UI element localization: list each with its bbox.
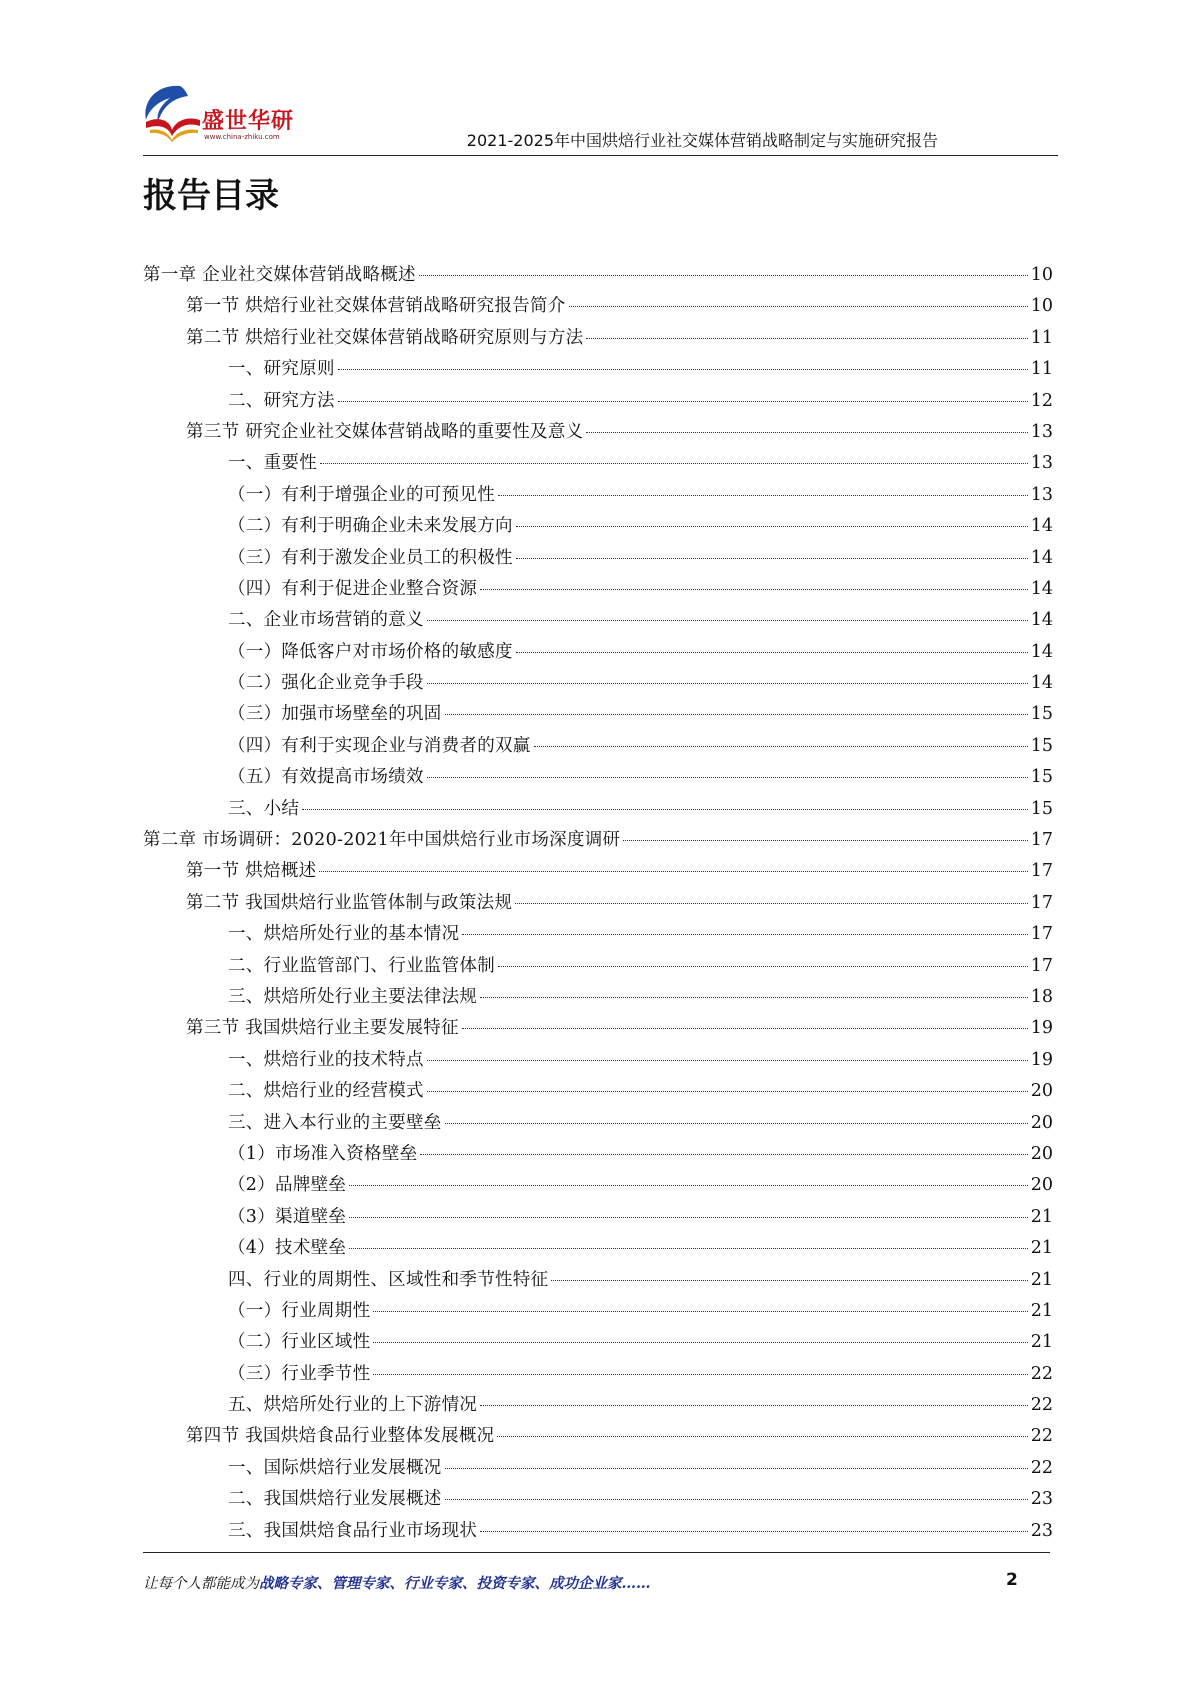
toc-entry-page: 13: [1030, 453, 1053, 474]
toc-dot-leader: [586, 338, 1027, 339]
toc-entry-page: 14: [1030, 578, 1053, 599]
toc-entry-page: 14: [1030, 673, 1053, 694]
toc-dot-leader: [427, 1060, 1028, 1061]
toc-entry[interactable]: [143, 355, 1053, 386]
toc-entry-page: 10: [1030, 265, 1053, 285]
toc-dot-leader: [516, 558, 1028, 559]
footer-divider: [143, 1552, 1050, 1553]
company-logo: [140, 82, 310, 148]
toc-entry-title: 第二节 烘焙行业社交媒体营销战略研究原则与方法: [186, 327, 584, 348]
toc-entry-title: 一、研究原则: [228, 359, 335, 380]
toc-entry-title: 第一节 烘焙概述: [186, 861, 317, 882]
toc-entry[interactable]: [143, 1171, 1053, 1202]
toc-entry-page: 21: [1030, 1206, 1053, 1227]
toc-entry-title: （1）市场准入资格壁垒: [228, 1143, 418, 1164]
toc-entry-page: 15: [1030, 767, 1053, 788]
slogan-prefix: 让每个人都能成为: [143, 1576, 259, 1592]
toc-entry[interactable]: [143, 889, 1053, 920]
toc-entry-page: 15: [1030, 704, 1053, 725]
report-title: 2021-2025年中国烘焙行业社交媒体营销战略制定与实施研究报告: [466, 131, 938, 150]
toc-entry-title: （一）行业周期性: [228, 1300, 371, 1321]
toc-dot-leader: [427, 620, 1028, 621]
toc-entry[interactable]: [143, 795, 1053, 826]
toc-entry[interactable]: [143, 1046, 1053, 1077]
toc-dot-leader: [445, 1123, 1028, 1124]
toc-entry[interactable]: [143, 1140, 1053, 1171]
toc-dot-leader: [373, 1311, 1027, 1312]
toc-entry-title: 第三节 研究企业社交媒体营销战略的重要性及意义: [186, 421, 584, 442]
toc-entry-title: （3）渠道壁垒: [228, 1206, 347, 1227]
toc-dot-leader: [349, 1217, 1027, 1218]
toc-entry-title: （4）技术壁垒: [228, 1238, 347, 1259]
toc-entry-title: 二、烘焙行业的经营模式: [228, 1081, 424, 1102]
toc-dot-leader: [480, 1405, 1028, 1406]
toc-dot-leader: [445, 714, 1028, 715]
toc-dot-leader: [516, 652, 1028, 653]
toc-entry-page: 14: [1030, 641, 1053, 662]
toc-entry-page: 14: [1030, 547, 1053, 568]
toc-entry-title: 三、我国烘焙食品行业市场现状: [228, 1520, 478, 1541]
toc-entry-page: 17: [1030, 830, 1053, 851]
toc-dot-leader: [373, 1342, 1027, 1343]
toc-dot-leader: [445, 1499, 1028, 1500]
toc-entry-title: 三、进入本行业的主要壁垒: [228, 1112, 442, 1133]
toc-entry[interactable]: [143, 324, 1053, 355]
toc-entry-page: 21: [1030, 1300, 1053, 1321]
toc-entry[interactable]: [143, 1077, 1053, 1108]
toc-entry-title: 二、研究方法: [228, 390, 335, 411]
toc-entry-title: 二、行业监管部门、行业监管体制: [228, 955, 495, 976]
toc-entry-page: 17: [1030, 892, 1053, 913]
toc-entry-page: 18: [1030, 986, 1053, 1007]
toc-entry[interactable]: [143, 387, 1053, 418]
toc-entry[interactable]: [143, 983, 1053, 1014]
toc-dot-leader: [569, 306, 1028, 307]
toc-entry-title: 一、烘焙所处行业的基本情况: [228, 924, 460, 945]
toc-entry[interactable]: [143, 1203, 1053, 1234]
toc-entry-page: 17: [1030, 924, 1053, 945]
toc-entry[interactable]: [143, 1391, 1053, 1422]
toc-entry[interactable]: [143, 1266, 1053, 1297]
toc-entry[interactable]: [143, 544, 1053, 575]
toc-entry[interactable]: [143, 1014, 1053, 1045]
toc-entry-title: 三、烘焙所处行业主要法律法规: [228, 986, 478, 1007]
toc-dot-leader: [427, 1091, 1028, 1092]
toc-entry-title: （二）行业区域性: [228, 1332, 371, 1353]
toc-entry-page: 14: [1030, 516, 1053, 537]
toc-entry-page: 19: [1030, 1018, 1053, 1039]
toc-entry-title: （二）有利于明确企业未来发展方向: [228, 516, 513, 537]
toc-entry[interactable]: [143, 1234, 1053, 1265]
toc-entry[interactable]: [143, 920, 1053, 951]
toc-entry-title: 一、烘焙行业的技术特点: [228, 1049, 424, 1070]
toc-entry[interactable]: [143, 606, 1053, 637]
toc-dot-leader: [497, 1436, 1027, 1437]
toc-entry[interactable]: [143, 700, 1053, 731]
toc-entry-page: 15: [1030, 798, 1053, 819]
toc-entry-title: （二）强化企业竞争手段: [228, 673, 424, 694]
toc-dot-leader: [462, 1028, 1028, 1029]
toc-entry[interactable]: [143, 1422, 1053, 1453]
toc-dot-leader: [515, 903, 1027, 904]
toc-entry[interactable]: [143, 292, 1053, 323]
toc-entry-page: 15: [1030, 735, 1053, 756]
toc-entry-title: （四）有利于促进企业整合资源: [228, 578, 478, 599]
toc-entry-page: 23: [1030, 1489, 1053, 1510]
toc-dot-leader: [498, 495, 1028, 496]
toc-entry[interactable]: [143, 261, 1053, 292]
toc-dot-leader: [534, 746, 1028, 747]
slogan-emphasis: 战略专家、管理专家、行业专家、投资专家、成功企业家……: [259, 1575, 651, 1592]
toc-entry-title: （2）品牌壁垒: [228, 1175, 347, 1196]
toc-entry-title: （一）降低客户对市场价格的敏感度: [228, 641, 513, 662]
toc-entry-page: 21: [1030, 1332, 1053, 1353]
toc-dot-leader: [320, 463, 1028, 464]
toc-entry[interactable]: [143, 1297, 1053, 1328]
toc-dot-leader: [480, 997, 1028, 998]
toc-entry-page: 20: [1030, 1143, 1053, 1164]
toc-entry[interactable]: [143, 952, 1053, 983]
toc-entry-page: 21: [1030, 1269, 1053, 1290]
toc-entry-title: 第一章 企业社交媒体营销战略概述: [143, 265, 416, 285]
toc-dot-leader: [420, 1154, 1027, 1155]
toc-dot-leader: [480, 589, 1028, 590]
toc-dot-leader: [498, 966, 1028, 967]
toc-entry-page: 20: [1030, 1175, 1053, 1196]
toc-entry-page: 11: [1030, 359, 1053, 380]
toc-entry-title: （一）有利于增强企业的可预见性: [228, 484, 495, 505]
toc-dot-leader: [427, 777, 1028, 778]
toc-dot-leader: [427, 683, 1028, 684]
page-number: 2: [1006, 1570, 1018, 1590]
toc-entry[interactable]: [143, 826, 1053, 857]
toc-dot-leader: [338, 401, 1028, 402]
toc-entry[interactable]: [143, 763, 1053, 794]
toc-entry[interactable]: [143, 669, 1053, 700]
toc-entry-page: 13: [1030, 421, 1053, 442]
logo-brand-name: 盛世华研: [202, 109, 295, 134]
toc-entry-page: 11: [1030, 327, 1053, 348]
toc-entry-title: （三）加强市场壁垒的巩固: [228, 704, 442, 725]
header-divider: [143, 155, 1058, 156]
toc-entry-title: （三）行业季节性: [228, 1363, 371, 1384]
toc-dot-leader: [551, 1280, 1027, 1281]
toc-entry-title: 二、我国烘焙行业发展概述: [228, 1489, 442, 1510]
toc-entry[interactable]: [143, 1517, 1053, 1548]
toc-entry[interactable]: [143, 1109, 1053, 1140]
table-of-contents: [143, 261, 1053, 1548]
toc-entry-page: 20: [1030, 1112, 1053, 1133]
toc-entry-page: 20: [1030, 1081, 1053, 1102]
toc-entry-page: 21: [1030, 1238, 1053, 1259]
toc-entry-page: 22: [1030, 1426, 1053, 1447]
toc-entry-page: 13: [1030, 484, 1053, 505]
toc-dot-leader: [302, 809, 1028, 810]
toc-entry[interactable]: [143, 512, 1053, 543]
toc-dot-leader: [419, 275, 1028, 276]
toc-entry[interactable]: [143, 857, 1053, 888]
toc-dot-leader: [623, 840, 1027, 841]
toc-dot-leader: [338, 369, 1028, 370]
toc-entry[interactable]: [143, 1328, 1053, 1359]
toc-dot-leader: [516, 526, 1028, 527]
toc-dot-leader: [462, 934, 1027, 935]
toc-entry-title: 一、国际烘焙行业发展概况: [228, 1457, 442, 1478]
toc-entry-title: 第二节 我国烘焙行业监管体制与政策法规: [186, 892, 513, 913]
toc-entry-page: 22: [1030, 1363, 1053, 1384]
toc-entry[interactable]: [143, 638, 1053, 669]
toc-entry-title: 第三节 我国烘焙行业主要发展特征: [186, 1018, 459, 1039]
toc-entry-page: 22: [1030, 1457, 1053, 1478]
toc-entry-title: （五）有效提高市场绩效: [228, 767, 424, 788]
page-title: 报告目录: [143, 176, 279, 216]
toc-entry[interactable]: [143, 575, 1053, 606]
toc-entry-title: 五、烘焙所处行业的上下游情况: [228, 1395, 478, 1416]
toc-entry-title: （四）有利于实现企业与消费者的双赢: [228, 735, 531, 756]
toc-dot-leader: [480, 1531, 1028, 1532]
toc-entry-title: 四、行业的周期性、区域性和季节性特征: [228, 1269, 549, 1290]
toc-entry[interactable]: [143, 1360, 1053, 1391]
logo-emblem-icon: [140, 82, 204, 142]
toc-entry-page: 19: [1030, 1049, 1053, 1070]
toc-entry-title: 一、重要性: [228, 453, 317, 474]
toc-entry[interactable]: [143, 1454, 1053, 1485]
toc-entry[interactable]: [143, 449, 1053, 480]
toc-dot-leader: [349, 1248, 1027, 1249]
logo-website: www.china-zhiku.com: [204, 133, 280, 141]
toc-entry-title: 二、企业市场营销的意义: [228, 610, 424, 631]
toc-entry-page: 17: [1030, 955, 1053, 976]
toc-entry[interactable]: [143, 732, 1053, 763]
toc-entry-page: 17: [1030, 861, 1053, 882]
toc-entry-page: 10: [1030, 296, 1053, 317]
toc-entry[interactable]: [143, 481, 1053, 512]
toc-entry[interactable]: [143, 1485, 1053, 1516]
toc-entry-title: 第一节 烘焙行业社交媒体营销战略研究报告简介: [186, 296, 566, 317]
toc-entry-title: 第二章 市场调研：2020-2021年中国烘焙行业市场深度调研: [143, 830, 621, 851]
toc-entry-page: 12: [1030, 390, 1053, 411]
toc-entry-page: 23: [1030, 1520, 1053, 1541]
toc-entry-title: 三、小结: [228, 798, 300, 819]
toc-dot-leader: [319, 871, 1027, 872]
toc-entry[interactable]: [143, 418, 1053, 449]
footer-slogan: [143, 1572, 651, 1593]
toc-dot-leader: [586, 432, 1027, 433]
toc-entry-title: 第四节 我国烘焙食品行业整体发展概况: [186, 1426, 495, 1447]
toc-dot-leader: [349, 1185, 1027, 1186]
toc-dot-leader: [445, 1468, 1028, 1469]
toc-entry-title: （三）有利于激发企业员工的积极性: [228, 547, 513, 568]
toc-dot-leader: [373, 1374, 1027, 1375]
toc-entry-page: 14: [1030, 610, 1053, 631]
toc-entry-page: 22: [1030, 1395, 1053, 1416]
